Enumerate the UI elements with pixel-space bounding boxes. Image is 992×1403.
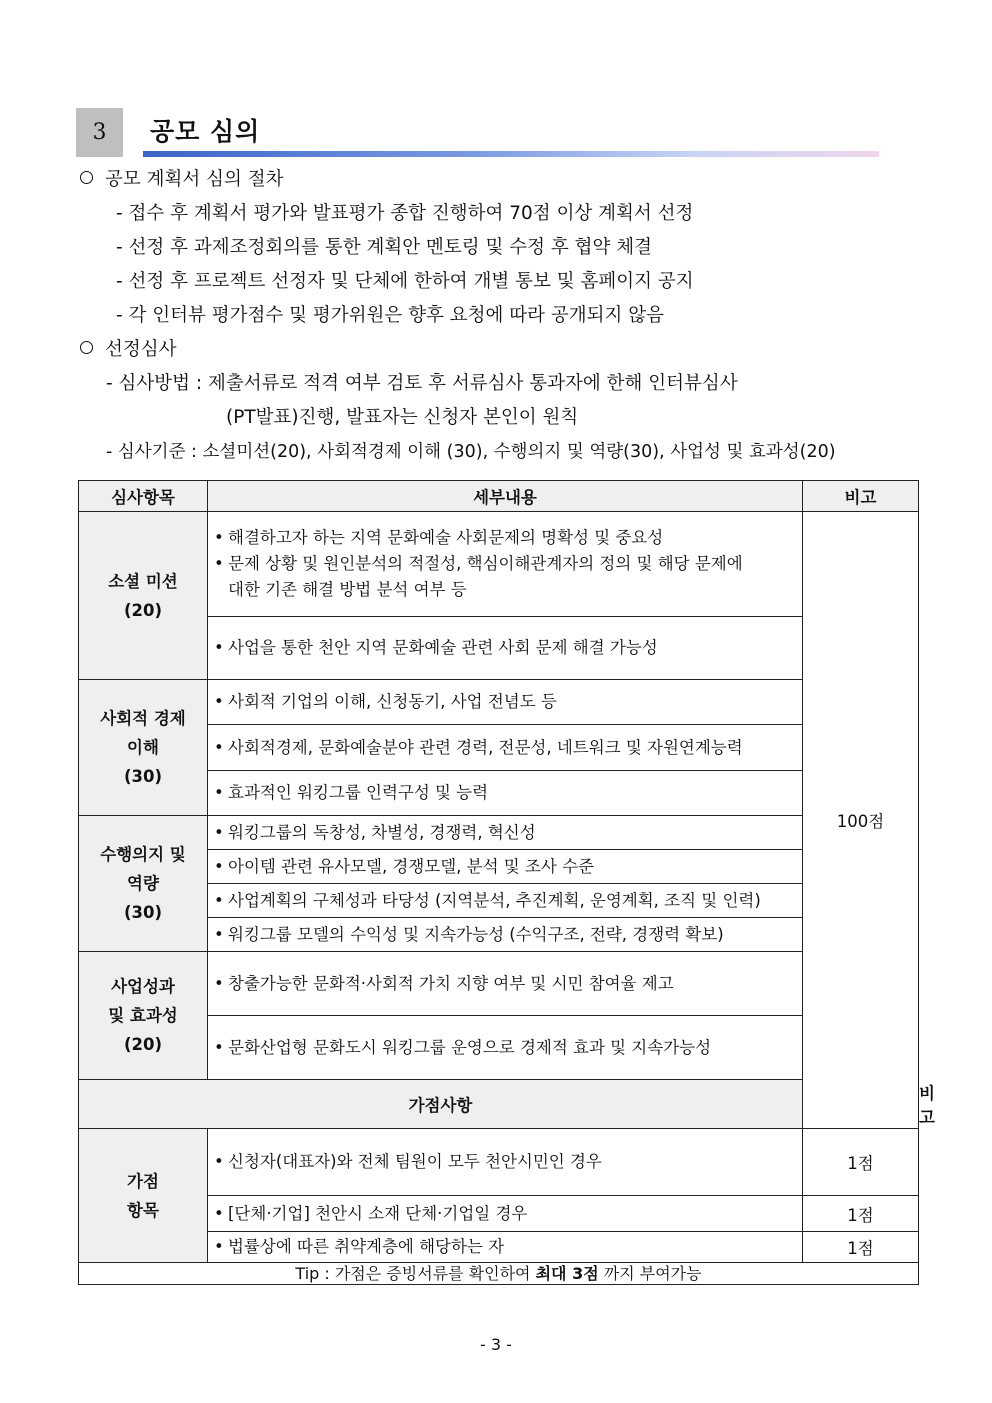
list-item-continuation: 대한 기존 해결 방법 분석 여부 등	[228, 580, 467, 599]
tip-note: Tip : 가점은 증빙서류를 확인하여 최대 3점 까지 부여가능	[79, 1263, 919, 1285]
procedure-item: - 접수 후 계획서 평가와 발표평가 종합 진행하여 70점 이상 계획서 선정	[116, 203, 694, 224]
bonus-score: 1점	[803, 1232, 919, 1263]
list-item: • 사회적 기업의 이해, 신청동기, 사업 전념도 등	[214, 692, 557, 711]
detail-cell	[208, 918, 803, 952]
list-item: • 사회적경제, 문화예술분야 관련 경력, 전문성, 네트워크 및 자원연계능력	[214, 737, 743, 757]
list-item: • [단체·기업] 천안시 소재 단체·기업일 경우	[214, 1203, 528, 1223]
list-item: • 신청자(대표자)와 전체 팀원이 모두 천안시민인 경우	[214, 1152, 602, 1171]
detail-cell	[208, 680, 803, 725]
list-item: • 해결하고자 하는 지역 문화예술 사회문제의 명확성 및 중요성	[214, 528, 664, 547]
bonus-detail-cell	[208, 1232, 803, 1263]
procedure-heading: 공모 계획서 심의 절차	[80, 168, 283, 192]
list-item: • 법률상에 따른 취약계층에 해당하는 자	[214, 1237, 505, 1256]
section-title: 공모 심의	[150, 117, 261, 146]
section-underline	[143, 151, 879, 157]
detail-cell	[208, 1016, 803, 1080]
bonus-detail-cell	[208, 1196, 803, 1232]
category-social-economy: 사회적 경제 이해 (30)	[79, 680, 208, 816]
list-item: • 사업계획의 구체성과 타당성 (지역분석, 추진계획, 운영계획, 조직 및 인력)	[214, 890, 761, 910]
section-number: 3	[76, 108, 123, 157]
detail-cell	[208, 952, 803, 1016]
header-category: 심사항목	[79, 481, 208, 512]
bonus-detail-cell	[208, 1129, 803, 1196]
selection-criteria: - 심사기준 : 소셜미션(20), 사회적경제 이해 (30), 수행의지 및 역량(30), 사업성 및 효과성(20)	[106, 442, 836, 462]
header-detail: 세부내용	[208, 481, 803, 512]
detail-cell	[208, 771, 803, 816]
header-remark: 비고	[803, 481, 919, 512]
detail-cell	[208, 512, 803, 617]
procedure-item: - 선정 후 과제조정회의를 통한 계획안 멘토링 및 수정 후 협약 체결	[116, 237, 653, 258]
detail-cell	[208, 725, 803, 771]
list-item: • 워킹그룹 모델의 수익성 및 지속가능성 (수익구조, 전략, 경쟁력 확보)	[214, 924, 724, 944]
procedure-item: - 각 인터뷰 평가점수 및 평가위원은 향후 요청에 따라 공개되지 않음	[116, 305, 665, 326]
evaluation-table: 심사항목 세부내용 비고 소셜 미션 (20) • 해결하고자 하는 지역 문화예술 사회문제의 명확성 및 중요성 • 문제 상황 및 원인분석의 적절성, 핵심이해관계자의 정의 및 해당 문제에 대한 기존 해결 방법 분석 여부 등 100점 • 사업을 통한 천안 지역 문화예술 관련 사회 문제 해결 가능성 사회적 경제 이해 (30) • 사회적 기업의 이해, 신청동기, 사업 전념도 등 • 사회적경제, 문화예술분야 관련 경력, 전문성, 네트워크 및 자원연계능력 • 효과적인 워킹그룹 인력구성 및 능력 수행의지 및 역량 (30) • 워킹그룹의 독창성, 차별성, 경쟁력, 혁신성 • 아이템 관련 유사모델, 경쟁모델, 분석 및 조사 수준 • 사업계획의 구체성과 타당성 (지역분석, 추진계획, 운영계획, 조직 및 인력) • 워킹그룹 모델의 수익성 및 지속가능성 (수익구조, 전략, 경쟁력 확보) 사업성과 및 효과성 (20) • 창출가능한 문화적·사회적 가치 지향 여부 및 시민 참여율 제고 • 문화산업형 문화도시 워킹그룹 운영으로 경제적 효과 및 지속가능성 가점사항 비고 가점 항목 • 신청자(대표자)와 전체 팀원이 모두 천안시민인 경우 1점 • [단체·기업] 천안시 소재 단체·기업일 경우 1점 • 법률상에 따른 취약계층에 해당하는 자 1점 Tip : 가점은 증빙서류를 확인하여 최대 3점 까지 부여가능	[78, 480, 919, 1285]
bonus-score: 1점	[803, 1129, 919, 1196]
selection-method-line2: (PT발표)진행, 발표자는 신청자 본인이 원칙	[226, 407, 579, 428]
detail-cell	[208, 617, 803, 680]
category-execution: 수행의지 및 역량 (30)	[79, 816, 208, 952]
total-score: 100점	[803, 512, 919, 1129]
category-bonus: 가점 항목	[79, 1129, 208, 1263]
list-item: • 문화산업형 문화도시 워킹그룹 운영으로 경제적 효과 및 지속가능성	[214, 1037, 712, 1057]
list-item: • 아이템 관련 유사모델, 경쟁모델, 분석 및 조사 수준	[214, 856, 594, 876]
detail-cell	[208, 884, 803, 918]
list-item: • 워킹그룹의 독창성, 차별성, 경쟁력, 혁신성	[214, 822, 536, 842]
bonus-header: 가점사항	[79, 1080, 803, 1129]
list-item: • 창출가능한 문화적·사회적 가치 지향 여부 및 시민 참여율 제고	[214, 973, 674, 993]
page-number: - 3 -	[480, 1335, 512, 1354]
detail-cell	[208, 850, 803, 884]
detail-cell	[208, 816, 803, 850]
list-item: • 효과적인 워킹그룹 인력구성 및 능력	[214, 783, 489, 802]
list-item: • 사업을 통한 천안 지역 문화예술 관련 사회 문제 해결 가능성	[214, 638, 658, 657]
circle-bullet-icon	[80, 171, 93, 184]
selection-heading: 선정심사	[80, 338, 176, 362]
list-item: • 문제 상황 및 원인분석의 적절성, 핵심이해관계자의 정의 및 해당 문제에	[214, 554, 743, 573]
bonus-score: 1점	[803, 1196, 919, 1232]
category-business: 사업성과 및 효과성 (20)	[79, 952, 208, 1080]
category-social-mission: 소셜 미션 (20)	[79, 512, 208, 680]
procedure-item: - 선정 후 프로젝트 선정자 및 단체에 한하여 개별 통보 및 홈페이지 공지	[116, 271, 694, 292]
selection-method-line1: - 심사방법 : 제출서류로 적격 여부 검토 후 서류심사 통과자에 한해 인터뷰심사	[106, 373, 738, 394]
circle-bullet-icon	[80, 341, 93, 354]
